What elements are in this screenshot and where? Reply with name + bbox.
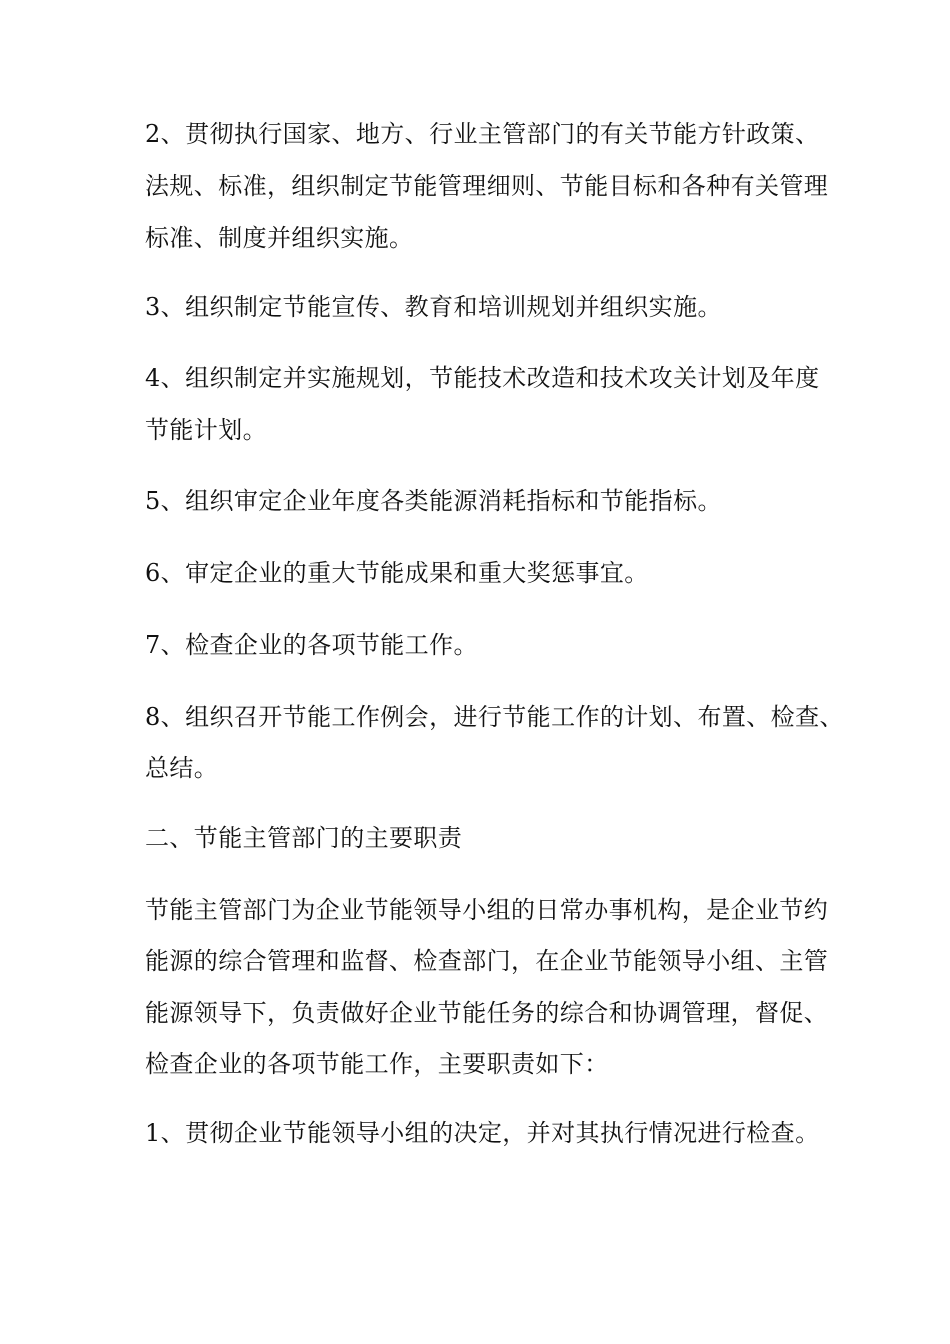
text-line: 4、组织制定并实施规划，节能技术改造和技术攻关计划及年度 — [145, 364, 820, 392]
text-line: 能源领导下，负责做好企业节能任务的综合和协调管理，督促、 — [145, 999, 829, 1027]
text-line: 5、组织审定企业年度各类能源消耗指标和节能指标。 — [145, 487, 722, 515]
text-line: 节能计划。 — [145, 416, 267, 444]
text-line: 3、组织制定节能宣传、教育和培训规划并组织实施。 — [145, 293, 722, 321]
text-line: 能源的综合管理和监督、检查部门，在企业节能领导小组、主管 — [145, 947, 829, 975]
section-heading: 二、节能主管部门的主要职责 — [145, 824, 463, 852]
text-line: 6、审定企业的重大节能成果和重大奖惩事宜。 — [145, 559, 649, 587]
text-line: 总结。 — [145, 754, 219, 782]
text-line: 法规、标准，组织制定节能管理细则、节能目标和各种有关管理 — [145, 172, 829, 200]
text-line: 1、贯彻企业节能领导小组的决定，并对其执行情况进行检查。 — [145, 1119, 820, 1147]
text-line: 节能主管部门为企业节能领导小组的日常办事机构，是企业节约 — [145, 896, 829, 924]
text-line: 标准、制度并组织实施。 — [145, 224, 414, 252]
text-line: 2、贯彻执行国家、地方、行业主管部门的有关节能方针政策、 — [145, 120, 820, 148]
text-line: 7、检查企业的各项节能工作。 — [145, 631, 478, 659]
text-line: 8、组织召开节能工作例会，进行节能工作的计划、布置、检查、 — [145, 703, 844, 731]
text-line: 检查企业的各项节能工作，主要职责如下： — [145, 1050, 609, 1078]
